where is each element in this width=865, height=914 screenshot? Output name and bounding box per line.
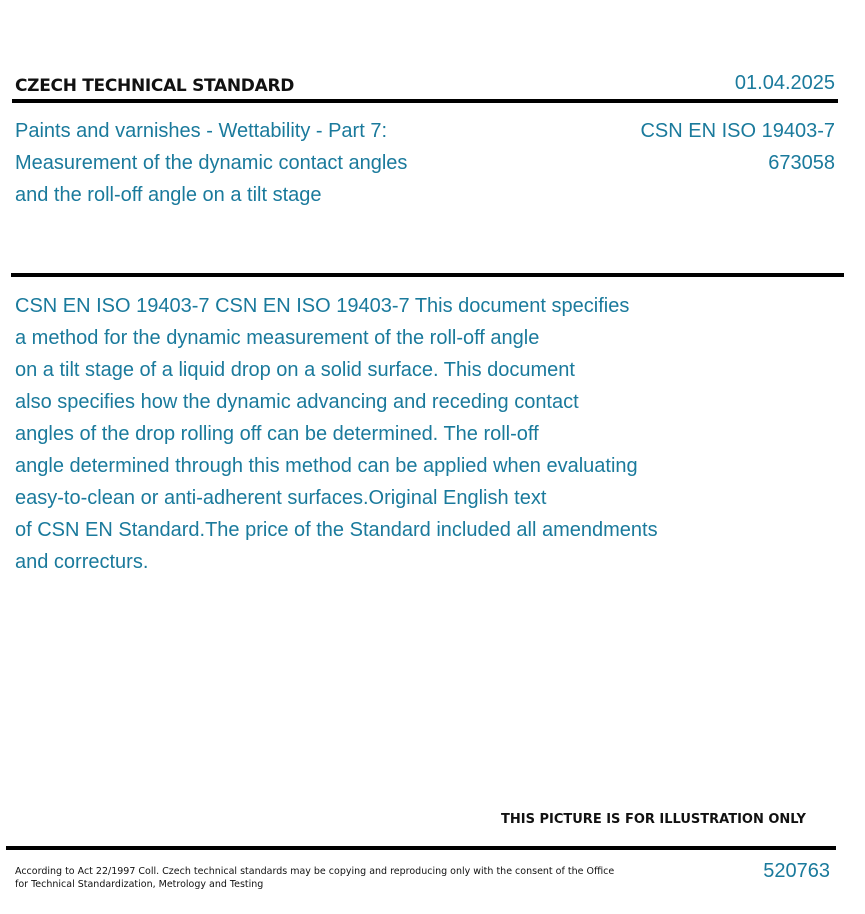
abstract-line: also specifies how the dynamic advancing and receding contact	[15, 391, 579, 413]
abstract-line: angles of the drop rolling off can be determined. The roll-off	[15, 423, 539, 445]
abstract-line: angle determined through this method can be applied when evaluating	[15, 455, 638, 477]
document-title	[15, 115, 407, 211]
abstract-line: CSN EN ISO 19403-7 CSN EN ISO 19403-7 This document specifies	[15, 295, 630, 317]
document-title-line: Paints and varnishes - Wettability - Part 7:	[15, 120, 388, 142]
document-title-line: and the roll-off angle on a tilt stage	[15, 184, 322, 206]
footer-rule	[6, 846, 836, 850]
header-rule	[12, 99, 838, 103]
catalog-number: 673058	[768, 152, 835, 174]
footer-number: 520763	[763, 860, 830, 882]
document-codes	[640, 115, 835, 179]
document-title-line: Measurement of the dynamic contact angles	[15, 152, 408, 174]
standard-header-title: CZECH TECHNICAL STANDARD	[15, 76, 295, 96]
abstract-line: on a tilt stage of a liquid drop on a solid surface. This document	[15, 359, 575, 381]
legal-line: for Technical Standardization, Metrology and Testing	[15, 879, 264, 890]
publication-date: 01.04.2025	[734, 72, 835, 94]
standard-code: CSN EN ISO 19403-7	[640, 120, 835, 142]
legal-notice	[15, 865, 614, 891]
abstract-line: easy-to-clean or anti-adherent surfaces.Original English text	[15, 487, 547, 509]
abstract-line: a method for the dynamic measurement of the roll-off angle	[15, 327, 540, 349]
abstract-line: and correcturs.	[15, 551, 149, 573]
abstract-line: of CSN EN Standard.The price of the Standard included all amendments	[15, 519, 658, 541]
legal-line: According to Act 22/1997 Coll. Czech technical standards may be copying and reproducing only with the consent of the Office	[15, 866, 615, 877]
section-rule	[11, 273, 844, 277]
abstract-text	[15, 290, 735, 578]
illustration-note: THIS PICTURE IS FOR ILLUSTRATION ONLY	[501, 812, 806, 827]
